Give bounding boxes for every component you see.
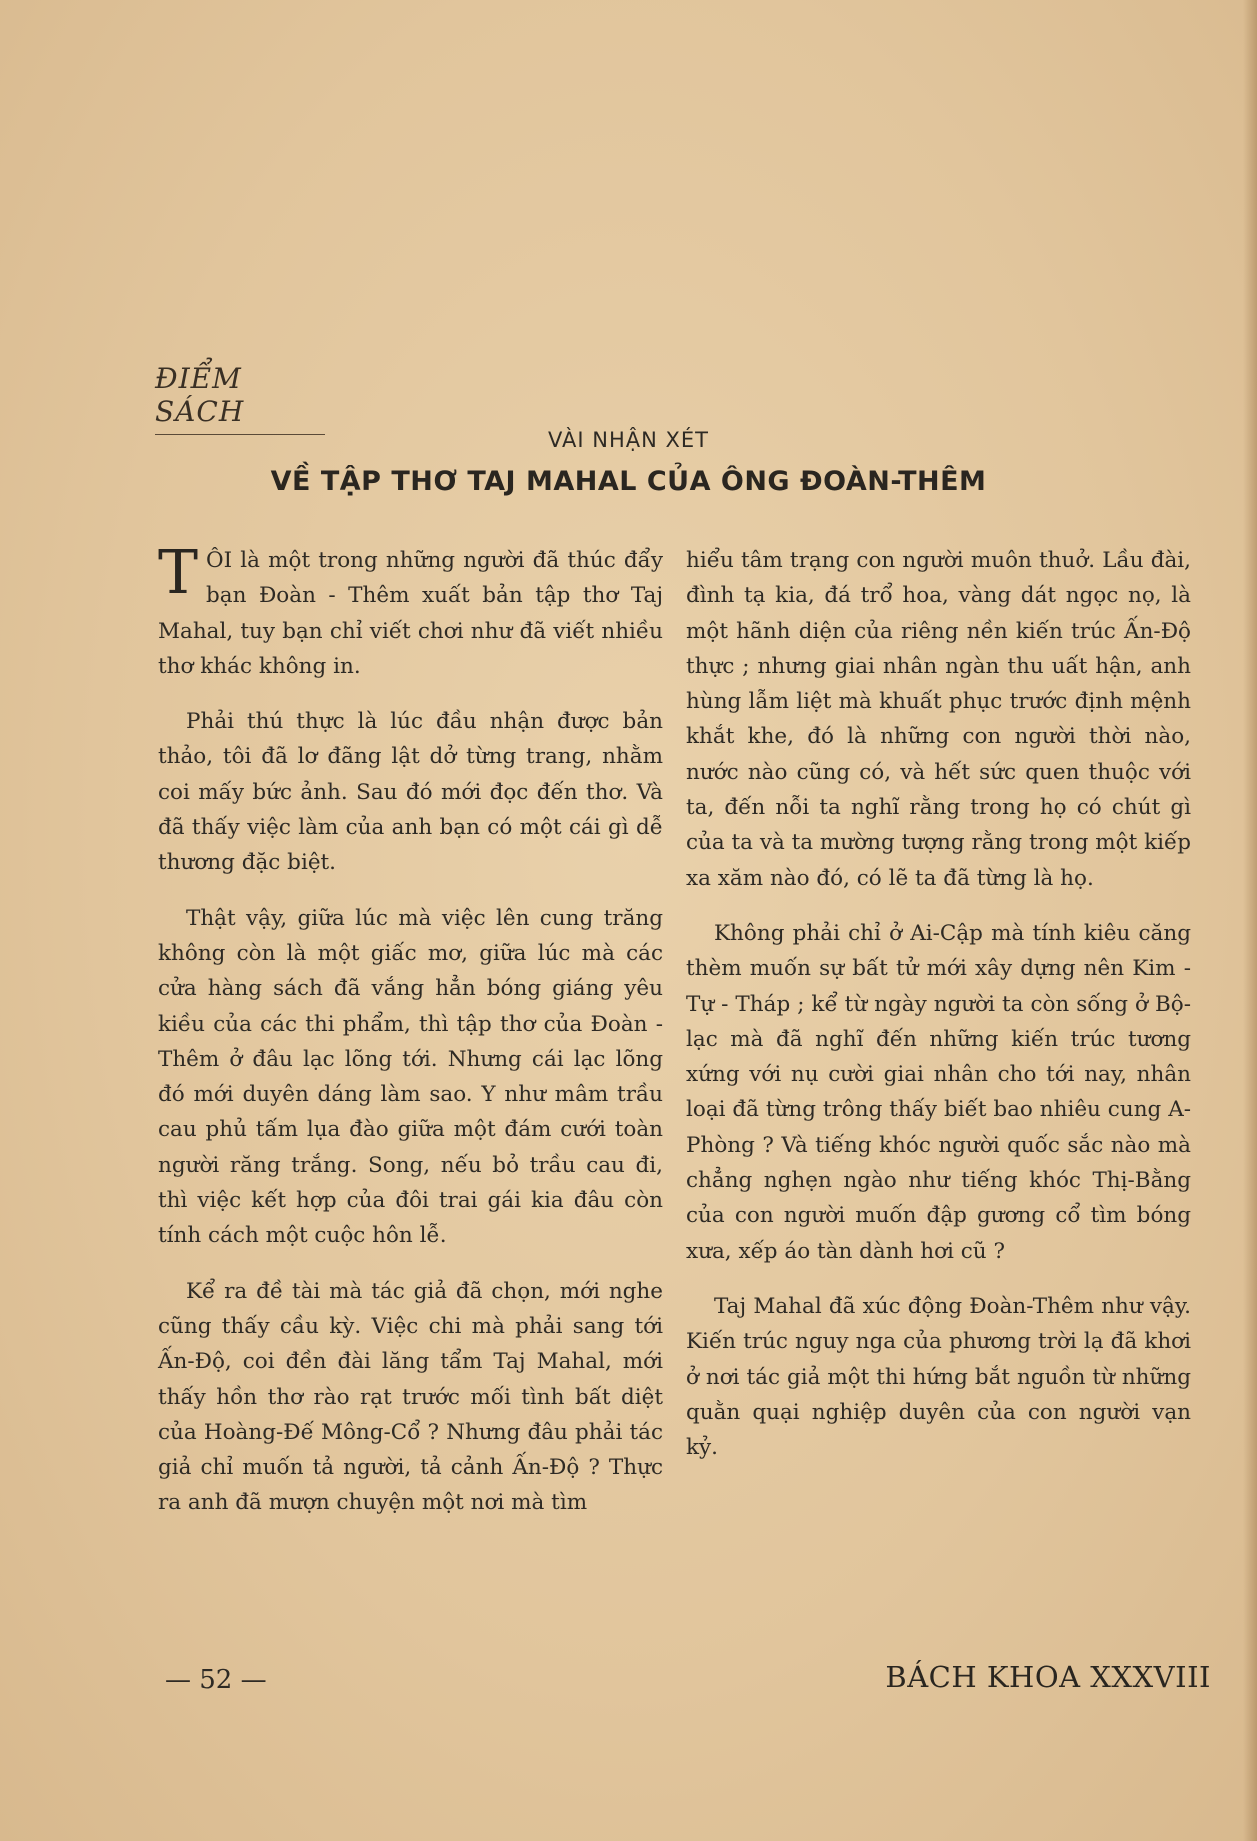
paragraph	[158, 538, 663, 684]
paragraph-text: ÔI là một trong những người đã thúc đẩy bạn Đoàn - Thêm xuất bản tập thơ Taj Mahal, tuy bạn chỉ viết chơi như đã viết nhiều thơ khác không in.	[158, 548, 663, 679]
article-subtitle: VÀI NHẬN XÉT	[548, 428, 709, 452]
paragraph: Phải thú thực là lúc đầu nhận được bản thảo, tôi đã lơ đãng lật dở từng trang, nhằm coi mấy bức ảnh. Sau đó mới đọc đến thơ. Và đã thấy việc làm của anh bạn có một cái gì dễ thương đặc biệt.	[158, 709, 663, 876]
section-label: ĐIỂM SÁCH	[155, 362, 325, 435]
left-column	[158, 538, 663, 1541]
paragraph: Không phải chỉ ở Ai-Cập mà tính kiêu căng thèm muốn sự bất tử mới xây dựng nên Kim - Tự - Tháp ; kể từ ngày người ta còn sống ở Bộ-lạc mà đã nghĩ đến những kiến trúc tương xứng với nụ cười giai nhân cho tới nay, nhân loại đã từng trông thấy biết bao nhiêu cung A-Phòng ? Và tiếng khóc người quốc sắc nào mà chẳng nghẹn ngào như tiếng khóc Thị-Bằng của con người muốn đập gương cổ tìm bóng xưa, xếp áo tàn dành hơi cũ ?	[686, 920, 1191, 1264]
page-number: — 52 —	[165, 1665, 267, 1695]
paragraph: Kể ra đề tài mà tác giả đã chọn, mới nghe cũng thấy cầu kỳ. Việc chi mà phải sang tới Ấn-Độ, coi đền đài lăng tẩm Taj Mahal, mới thấy hồn thơ rào rạt trước mối tình bất diệt của Hoàng-Đế Mông-Cổ ? Nhưng đâu phải tác giả chỉ muốn tả người, tả cảnh Ấn-Độ ? Thực ra anh đã mượn chuyện một nơi mà tìm	[158, 1278, 663, 1516]
journal-name: BÁCH KHOA XXXVIII	[885, 1660, 1211, 1694]
paragraph: Taj Mahal đã xúc động Đoàn-Thêm như vậy. Kiến trúc nguy nga của phương trời lạ đã khơi ở nơi tác giả một thi hứng bắt nguồn từ những quằn quại nghiệp duyên của con người vạn kỷ.	[686, 1293, 1191, 1461]
article-title: VỀ TẬP THƠ TAJ MAHAL CỦA ÔNG ĐOÀN-THÊM	[270, 466, 987, 497]
right-column	[686, 543, 1191, 1485]
drop-cap: T	[158, 538, 199, 608]
paragraph: Thật vậy, giữa lúc mà việc lên cung trăng không còn là một giấc mơ, giữa lúc mà các cửa hàng sách đã vắng hẳn bóng giáng yêu kiều của các thi phẩm, thì tập thơ của Đoàn - Thêm ở đâu lạc lõng tới. Nhưng cái lạc lõng đó mới duyên dáng làm sao. Y như mâm trầu cau phủ tấm lụa đào giữa một đám cưới toàn người răng trắng. Song, nếu bỏ trầu cau đi, thì việc kết hợp của đôi trai gái kia đâu còn tính cách một cuộc hôn lễ.	[158, 905, 663, 1249]
paragraph: hiểu tâm trạng con người muôn thuở. Lầu đài, đình tạ kia, đá trổ hoa, vàng dát ngọc nọ, là một hãnh diện của riêng nền kiến trúc Ấn-Độ thực ; nhưng giai nhân ngàn thu uất hận, anh hùng lẫm liệt mà khuất phục trước định mệnh khắt khe, đó là những con người thời nào, nước nào cũng có, và hết sức quen thuộc với ta, đến nỗi ta nghĩ rằng trong họ có chút gì của ta và ta mường tượng rằng trong một kiếp xa xăm nào đó, có lẽ ta đã từng là họ.	[686, 548, 1191, 891]
page-edge	[1243, 0, 1257, 1841]
